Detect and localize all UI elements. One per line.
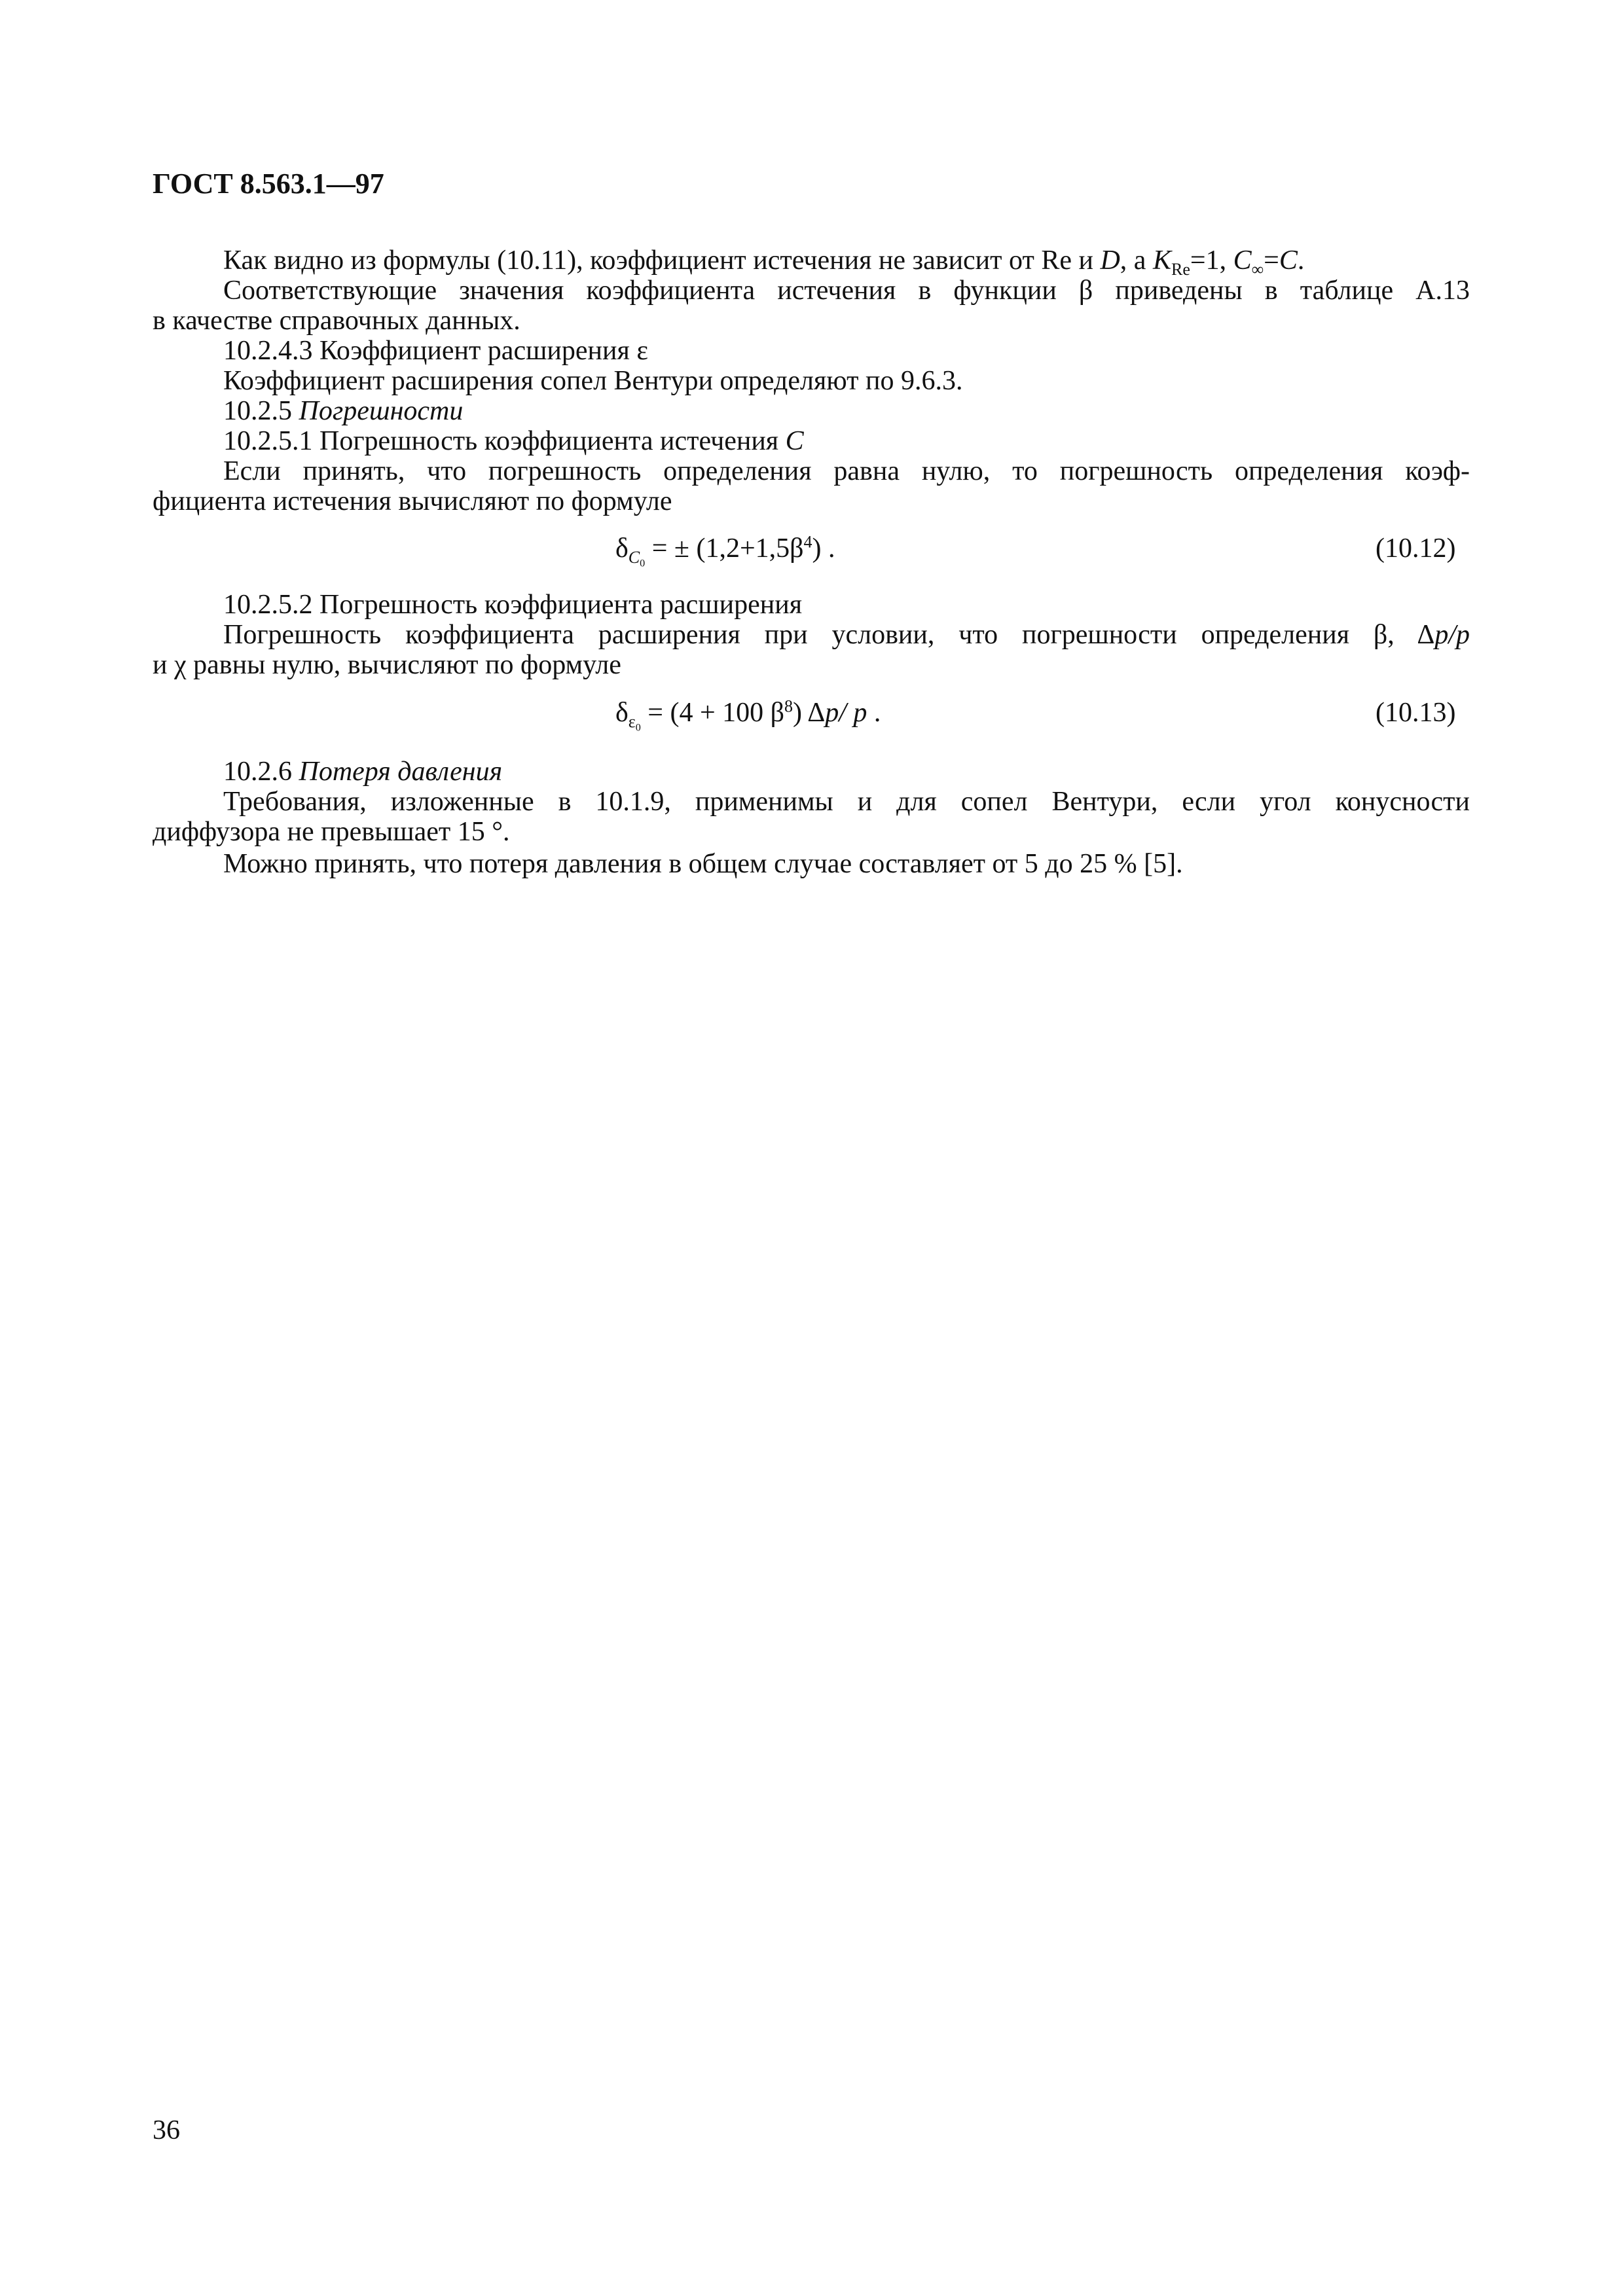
formula-10-12 (615, 532, 835, 569)
formula-rhs: = ± (1,2+1,5β (645, 533, 804, 564)
section-title: Погрешности (299, 396, 464, 426)
paragraph-line: диффузора не превышает 15 °. (153, 817, 510, 847)
formula-subscript: C0 (628, 548, 646, 569)
variable-d: D (1100, 245, 1120, 276)
subscript-re: Re (1171, 260, 1190, 279)
variable-c: C (1279, 245, 1298, 276)
paragraph-line: Если принять, что погрешность определения равна нулю, то погрешность определения коэф- (223, 456, 1470, 486)
paragraph-line: фициента истечения вычисляют по формуле (153, 486, 672, 516)
formula-exponent: 8 (784, 696, 793, 716)
section-heading: 10.2.5.2 Погрешность коэффициента расширения (223, 590, 803, 620)
formula-subscript: ε0 (628, 712, 641, 734)
equation-number: (10.13) (1376, 698, 1456, 728)
text-run: . (1297, 245, 1305, 276)
formula-exponent: 4 (803, 532, 812, 552)
paragraph-line: Коэффициент расширения сопел Вентури определяют по 9.6.3. (223, 366, 963, 396)
formula-rhs: = (4 + 100 β (640, 698, 785, 728)
paragraph-line (223, 621, 1470, 649)
section-number: 10.2.5 (223, 396, 292, 426)
subscript-infinity: ∞ (1251, 260, 1264, 279)
section-text: 10.2.5.1 Погрешность коэффициента истечения (223, 426, 786, 456)
text-run: , а (1120, 245, 1153, 276)
delta-symbol: δ (615, 698, 629, 728)
paragraph-line: Можно принять, что потеря давления в общем случае составляет от 5 до 25 % [5]. (223, 849, 1183, 879)
paragraph-line: и χ равны нулю, вычисляют по формуле (153, 650, 621, 680)
document-header: ГОСТ 8.563.1—97 (153, 168, 384, 200)
formula-rhs: ) Δ (793, 698, 826, 728)
text-run: Погрешность коэффициента расширения при условии, что погрешности определения β, Δ (223, 620, 1435, 650)
page-number: 36 (153, 2115, 180, 2145)
section-number: 10.2.6 (223, 757, 292, 787)
paragraph-line: Соответствующие значения коэффициента истечения в функции β приведены в таблице А.13 (223, 276, 1470, 306)
paragraph-line: Требования, изложенные в 10.1.9, применимы и для сопел Вентури, если угол конусности (223, 787, 1470, 817)
variable-k: K (1152, 245, 1171, 276)
section-heading (223, 758, 502, 785)
section-heading: 10.2.4.3 Коэффициент расширения ε (223, 336, 648, 366)
variable-p-ratio: p/ p (825, 698, 867, 728)
text-run: Как видно из формулы (10.11), коэффициент истечения не зависит от Re и (223, 245, 1101, 276)
paragraph-line: в качестве справочных данных. (153, 306, 520, 336)
formula-rhs: . (867, 698, 881, 728)
section-heading (223, 427, 804, 455)
delta-symbol: δ (615, 533, 629, 564)
variable-p-ratio: p/p (1434, 620, 1470, 650)
variable-c: C (1233, 245, 1252, 276)
formula-10-13 (615, 696, 881, 734)
text-run: =1, (1190, 245, 1233, 276)
text-run: = (1264, 245, 1279, 276)
equation-number: (10.12) (1376, 533, 1456, 564)
variable-c: C (785, 426, 804, 456)
section-heading (223, 397, 463, 425)
paragraph-line (223, 245, 1305, 279)
section-title: Потеря давления (299, 757, 503, 787)
formula-rhs: ) . (812, 533, 835, 564)
